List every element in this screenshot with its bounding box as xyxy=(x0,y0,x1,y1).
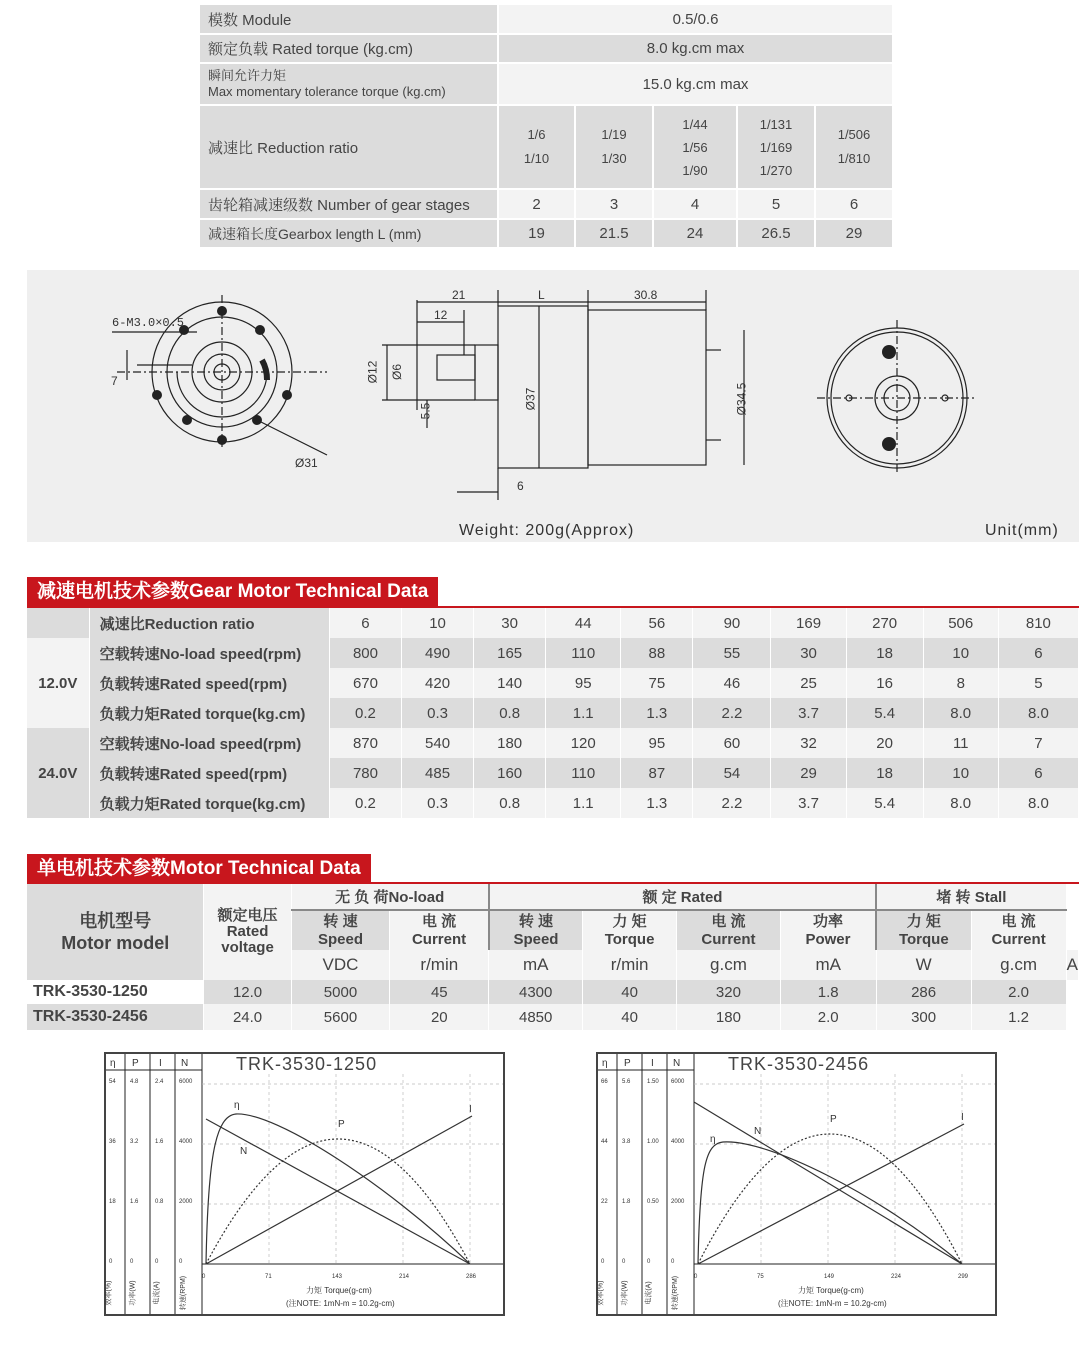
chart-svg-2456 xyxy=(598,1054,995,1314)
sub-header: 电 流 Current xyxy=(390,910,489,950)
dim-5-5: 5.5 xyxy=(418,402,433,420)
model-header: 电机型号 Motor model xyxy=(27,884,204,980)
dim-l: L xyxy=(538,288,545,302)
max-torque-label: 瞬间允许力矩 Max momentary tolerance torque (kg.cm) xyxy=(200,64,497,104)
technical-drawing xyxy=(27,270,1079,542)
stage-cell: 2 xyxy=(499,190,574,218)
gear-table xyxy=(27,608,1079,818)
performance-chart-1250: TRK-3530-1250 η P I N 54 4.8 2.4 6000 36 3.2 1.6 4000 18 1.6 0.8 2000 0 0 0 0 0 71 143 214 286 效率(%) 功率(W) 电流(A) 转速(RPM) 力矩 Torque(g-cm) (注NOTE: 1mN-m = 10.2g-cm) η N P I xyxy=(104,1052,505,1316)
length-cell: 26.5 xyxy=(738,220,814,247)
table-row: 负载转速Rated speed(rpm) 670 420 140 95 75 46 25 16 8 5 xyxy=(27,668,1079,698)
ratio-group-1: 1/6 1/10 xyxy=(499,106,574,188)
ratio-cell: 6 xyxy=(329,608,401,638)
unit-cell: g.cm xyxy=(677,950,781,980)
table-row: 负载力矩Rated torque(kg.cm) 0.2 0.3 0.8 1.1 1.3 2.2 3.7 5.4 8.0 8.0 xyxy=(27,698,1079,728)
stage-cell: 6 xyxy=(816,190,892,218)
ratio-cell: 506 xyxy=(923,608,998,638)
screw-dim: 6-M3.0×0.5 xyxy=(112,316,185,330)
ratio-cell: 10 xyxy=(402,608,474,638)
dim-d37: Ø37 xyxy=(523,387,538,411)
table-row: 12.0V 空载转速No-load speed(rpm) 800 490 165 110 88 55 30 18 10 6 xyxy=(27,638,1079,668)
n-label: N xyxy=(240,1146,248,1157)
dim-7: 7 xyxy=(111,374,118,388)
current-curve xyxy=(698,1124,964,1264)
sub-header: 电 流 Current xyxy=(971,910,1066,950)
table-row: 负载力矩Rated torque(kg.cm) 0.2 0.3 0.8 1.1 1.3 2.2 3.7 5.4 8.0 8.0 xyxy=(27,788,1079,818)
unit-cell: r/min xyxy=(583,950,677,980)
unit-cell: A xyxy=(1066,950,1078,980)
efficiency-curve xyxy=(698,1142,962,1264)
unit-cell: mA xyxy=(780,950,876,980)
length-cell: 21.5 xyxy=(576,220,652,247)
torque-value: 8.0 kg.cm max xyxy=(499,35,892,62)
motor-table xyxy=(27,884,1079,1030)
eta-label: η xyxy=(234,1100,240,1111)
dim-30-8: 30.8 xyxy=(634,288,658,302)
sub-header: 转 速 Speed xyxy=(291,910,390,950)
chart-title: TRK-3530-2456 xyxy=(728,1054,870,1074)
ratio-label: 减速比 Reduction ratio xyxy=(200,106,497,188)
ratio-cell: 56 xyxy=(621,608,693,638)
speed-curve xyxy=(694,1102,962,1264)
ratio-cell: 44 xyxy=(546,608,621,638)
noload-header: 无 负 荷No-load xyxy=(291,884,489,910)
motor-table-title: 单电机技术参数Motor Technical Data xyxy=(27,854,371,884)
ratio-group-3: 1/44 1/56 1/90 xyxy=(654,106,736,188)
voltage-24: 24.0V xyxy=(27,728,89,818)
sub-header: 电 流 Current xyxy=(677,910,781,950)
gear-table-title: 减速电机技术参数Gear Motor Technical Data xyxy=(27,577,438,607)
unit-cell: r/min xyxy=(390,950,489,980)
power-curve xyxy=(206,1139,470,1264)
i-label: I xyxy=(961,1112,964,1123)
dim-31: Ø31 xyxy=(295,456,318,470)
table-row: 24.0V 空载转速No-load speed(rpm) 870 540 180 120 95 60 32 20 11 7 xyxy=(27,728,1079,758)
rated-header: 额 定 Rated xyxy=(489,884,876,910)
unit-text: Unit(mm) xyxy=(985,522,1059,539)
unit-cell: W xyxy=(876,950,971,980)
ratio-group-4: 1/131 1/169 1/270 xyxy=(738,106,814,188)
ratio-cell: 30 xyxy=(474,608,546,638)
ratio-row-label: 减速比Reduction ratio xyxy=(89,608,329,638)
torque-label: 额定负载 Rated torque (kg.cm) xyxy=(200,35,497,62)
spec-table xyxy=(198,3,894,249)
table-row: 负载转速Rated speed(rpm) 780 485 160 110 87 54 29 18 10 6 xyxy=(27,758,1079,788)
ratio-cell: 90 xyxy=(693,608,771,638)
dim-12: 12 xyxy=(434,308,448,322)
stages-label: 齿轮箱减速级数 Number of gear stages xyxy=(200,190,497,218)
length-cell: 24 xyxy=(654,220,736,247)
module-label: 模数 Module xyxy=(200,5,497,33)
dim-21: 21 xyxy=(452,288,466,302)
weight-text: Weight: 200g(Approx) xyxy=(459,522,635,539)
sub-header: 功率 Power xyxy=(780,910,876,950)
drawing-svg xyxy=(27,270,1079,542)
ratio-group-2: 1/19 1/30 xyxy=(576,106,652,188)
ratio-cell: 810 xyxy=(998,608,1078,638)
stage-cell: 4 xyxy=(654,190,736,218)
ratio-group-5: 1/506 1/810 xyxy=(816,106,892,188)
stage-cell: 5 xyxy=(738,190,814,218)
voltage-12: 12.0V xyxy=(27,638,89,728)
sub-header: 力 矩 Torque xyxy=(876,910,971,950)
voltage-header: 额定电压 Rated voltage xyxy=(204,884,291,980)
unit-cell: g.cm xyxy=(971,950,1066,980)
chart-svg-1250 xyxy=(106,1054,503,1314)
dim-d12: Ø12 xyxy=(365,360,380,384)
module-value: 0.5/0.6 xyxy=(499,5,892,33)
dim-d34-5: Ø34.5 xyxy=(734,382,749,416)
chart-note: (注NOTE: 1mN-m = 10.2g-cm) xyxy=(286,1299,395,1308)
length-label: 减速箱长度Gearbox length L (mm) xyxy=(200,220,497,247)
p-label: P xyxy=(338,1119,345,1130)
unit-cell: VDC xyxy=(291,950,390,980)
unit-cell: mA xyxy=(489,950,583,980)
power-curve xyxy=(698,1134,962,1264)
ratio-cell: 169 xyxy=(771,608,846,638)
length-cell: 19 xyxy=(499,220,574,247)
table-row: TRK-3530-2456 24.0 5600 20 4850 40 180 2.0 300 1.2 xyxy=(27,1004,1079,1030)
length-cell: 29 xyxy=(816,220,892,247)
dim-d6: Ø6 xyxy=(390,363,405,381)
stage-cell: 3 xyxy=(576,190,652,218)
chart-note: (注NOTE: 1mN-m = 10.2g-cm) xyxy=(778,1299,887,1308)
i-label: I xyxy=(469,1104,472,1115)
current-curve xyxy=(206,1116,472,1264)
stall-header: 堵 转 Stall xyxy=(876,884,1066,910)
performance-chart-2456: TRK-3530-2456 η P I N 66 5.6 1.50 6000 44 3.8 1.00 4000 22 1.8 0.50 2000 0 0 0 0 0 75 149 224 299 效率(%) 功率(W) 电流(A) 转速(RPM) 力矩 Torque(g-cm) (注NOTE: 1mN-m = 10.2g-cm) η N P I xyxy=(596,1052,997,1316)
sub-header: 力 矩 Torque xyxy=(583,910,677,950)
n-label: N xyxy=(754,1126,762,1137)
max-torque-value: 15.0 kg.cm max xyxy=(499,64,892,104)
ratio-row xyxy=(27,608,1079,638)
sub-header: 转 速 Speed xyxy=(489,910,583,950)
eta-label: η xyxy=(710,1134,716,1145)
dim-6: 6 xyxy=(517,479,524,493)
ratio-cell: 270 xyxy=(846,608,923,638)
p-label: P xyxy=(830,1114,837,1125)
chart-title: TRK-3530-1250 xyxy=(236,1054,378,1074)
table-row: TRK-3530-1250 12.0 5000 45 4300 40 320 1.8 286 2.0 xyxy=(27,980,1079,1004)
x-axis-label: 力矩 Torque(g-cm) xyxy=(798,1286,864,1295)
x-axis-label: 力矩 Torque(g-cm) xyxy=(306,1286,372,1295)
